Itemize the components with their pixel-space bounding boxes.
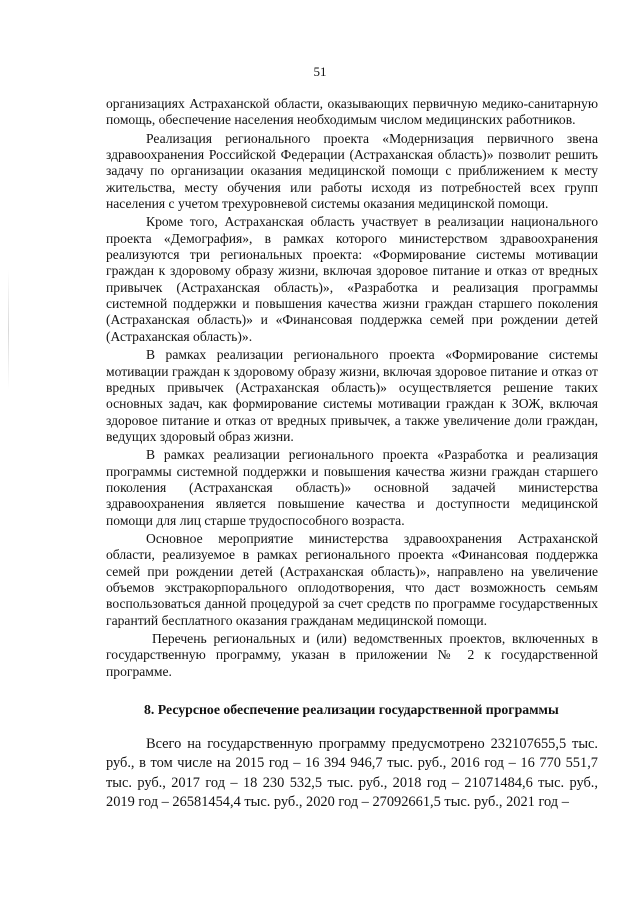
paragraph-demography-project: Кроме того, Астраханская область участвует в реализации национального проекта «Демография», в рамках которого министерством здравоохранения реализуются три региональных проекта: «Формирование системы мотивации граждан к здоровому образу жизни, включая здоровое питание и отказ от вредных привычек (Астраханская область)», «Разработка и реализация программы системной поддержки и повышения качества жизни граждан старшего поколения (Астраханская область)» и «Финансовая поддержка семей при рождении детей (Астраханская область)».	[106, 214, 598, 344]
scan-edge-mark	[8, 270, 9, 390]
section-heading: 8. Ресурсное обеспечение реализации государственной программы	[144, 702, 559, 718]
paragraph-continuation: организациях Астраханской области, оказывающих первичную медико-санитарную помощь, обеспечение населения необходимым числом медицинских работников.	[106, 96, 598, 128]
paragraph-budget-total: Всего на государственную программу предусмотрено 232107655,5 тыс. руб., в том числе на 2015 год – 16 394 946,7 тыс. руб., 2016 год – 16 770 551,7 тыс. руб., 2017 год – 18 230 532,5 тыс. руб., 2018 год – 21071484,6 тыс. руб., 2019 год – 26581454,4 тыс. руб., 2020 год – 27092661,5 тыс. руб., 2021 год –	[106, 736, 598, 811]
document-body	[106, 96, 598, 815]
paragraph-senior-support-project: В рамках реализации регионального проекта «Разработка и реализация программы системной поддержки и повышения качества жизни граждан старшего поколения (Астраханская область)» основной задачей министерства здравоохранения является повышение качества и доступности медицинской помощи для лиц старше трудоспособного возраста.	[106, 447, 598, 528]
paragraph-family-support-project: Основное мероприятие министерства здравоохранения Астраханской области, реализуемое в рамках регионального проекта «Финансовая поддержка семей при рождении детей (Астраханская область)», направлено на увеличение объемов экстракорпорального оплодотворения, что даст возможность семьям воспользоваться данной процедурой за счет средств по программе государственных гарантий бесплатного оказания гражданам медицинской помощи.	[106, 530, 598, 628]
paragraph-healthy-lifestyle-project: В рамках реализации регионального проекта «Формирование системы мотивации граждан к здоровому образу жизни, включая здоровое питание и отказ от вредных привычек (Астраханская область)» осуществляется решение таких основных задач, как формирование системы мотивации граждан к ЗОЖ, включая здоровое питание и отказ от вредных привычек, а также увеличение доли граждан, ведущих здоровый образ жизни.	[106, 347, 598, 444]
paragraph-primary-care-project: Реализация регионального проекта «Модернизация первичного звена здравоохранения Российской Федерации (Астраханская область)» позволит решить задачу по организации оказания медицинской помощи с приближением к месту жительства, месту обучения или работы исходя из потребностей всех групп населения с учетом трехуровневой системы оказания медицинской помощи.	[106, 130, 598, 212]
page-number: 51	[313, 64, 327, 79]
paragraph-project-list-reference: Перечень региональных и (или) ведомственных проектов, включенных в государственную программу, указан в приложении № 2 к государственной программе.	[106, 631, 598, 679]
